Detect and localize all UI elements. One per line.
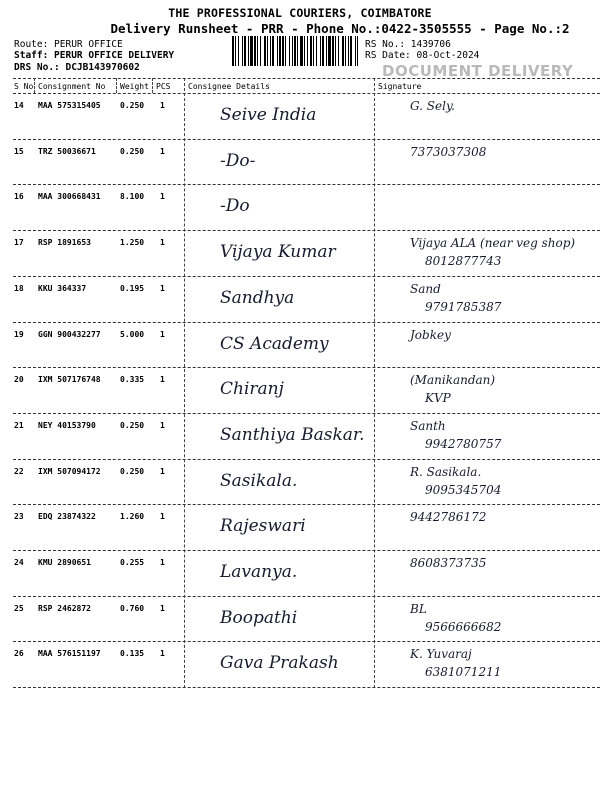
col-header-weight: Weight (120, 82, 149, 91)
row-consignee-name: Sasikala. (220, 470, 298, 491)
row-consignment-no: RSP 2462872 (38, 603, 91, 613)
row-signature: R. Sasikala. (410, 464, 482, 479)
col-divider (116, 78, 117, 93)
row-signature-phone: 6381071211 (425, 665, 502, 680)
row-divider (13, 413, 600, 414)
barcode-bar (310, 36, 312, 66)
barcode-bar (307, 36, 308, 66)
row-signature: 8608373735 (410, 556, 487, 570)
row-pcs: 1 (160, 238, 165, 248)
route-label: Route: PERUR OFFICE (14, 39, 123, 50)
row-sno: 16 (14, 192, 24, 202)
col-divider (34, 78, 35, 93)
row-weight: 0.135 (120, 649, 145, 659)
row-signature-phone: KVP (425, 391, 451, 406)
row-consignee-name: -Do- (220, 150, 256, 171)
row-signature: 7373037308 (410, 144, 487, 159)
row-sno: 20 (14, 375, 24, 385)
row-consignment-no: TRZ 50036671 (38, 146, 96, 156)
col-header-pcs: PCS (156, 82, 171, 91)
row-consignee-name: Rajeswari (220, 516, 306, 537)
row-divider (13, 504, 600, 505)
row-divider (13, 322, 600, 323)
barcode-bar (235, 36, 236, 66)
barcode-bar (297, 36, 298, 66)
row-consignee-name: -Do (220, 196, 250, 217)
barcode-bar (267, 36, 268, 66)
row-signature: Sand (410, 281, 441, 296)
barcode-bar (270, 36, 271, 66)
row-signature: Jobkey (410, 327, 451, 342)
row-pcs: 1 (160, 558, 165, 567)
row-consignment-no: MAA 575315405 (38, 101, 101, 110)
row-divider (13, 230, 600, 231)
company-title: THE PROFESSIONAL COURIERS, COIMBATORE (168, 6, 432, 20)
barcode-bar (250, 36, 253, 66)
barcode-bar (322, 36, 324, 66)
row-signature-phone: 8012877743 (425, 254, 502, 269)
row-consignee-name: Chiranj (220, 379, 284, 400)
staff-label: Staff: PERUR OFFICE DELIVERY (14, 50, 175, 61)
col-header-consignee: Consignee Details (188, 82, 270, 91)
barcode-bar (357, 36, 358, 66)
barcode-bar (289, 36, 290, 66)
row-consignee-name: Seive India (220, 105, 317, 125)
barcode-bar (238, 36, 239, 66)
row-sno: 25 (14, 603, 24, 613)
row-consignment-no: EDQ 23874322 (38, 512, 96, 522)
row-divider (13, 641, 600, 642)
row-signature-phone: 9566666682 (425, 619, 502, 634)
barcode-bar (292, 36, 293, 66)
rs-number: RS No.: 1439706 (365, 39, 451, 50)
row-pcs: 1 (160, 603, 165, 613)
row-sno: 19 (14, 329, 24, 339)
barcode-bar (316, 36, 317, 66)
barcode-bar (285, 36, 286, 66)
col-header-sno: S No (14, 82, 34, 91)
row-sno: 17 (14, 238, 24, 248)
barcode-bar (242, 36, 243, 66)
barcode-bar (254, 36, 256, 66)
row-divider (13, 139, 600, 140)
row-sno: 15 (14, 146, 24, 156)
row-sno: 21 (14, 420, 24, 430)
barcode-bar (335, 36, 336, 66)
row-sno: 23 (14, 512, 24, 522)
barcode-bar (244, 36, 246, 66)
row-divider (13, 550, 600, 551)
barcode-bar (232, 36, 234, 66)
row-weight: 0.250 (120, 420, 145, 430)
row-signature-phone: 9942780757 (425, 436, 502, 451)
col-divider (152, 78, 153, 93)
barcode-bar (304, 36, 305, 66)
row-signature: 9442786172 (410, 510, 487, 525)
barcode-bar (326, 36, 327, 66)
row-weight: 0.250 (120, 101, 145, 110)
row-pcs: 1 (160, 329, 165, 339)
barcode (232, 36, 358, 66)
barcode-bar (342, 36, 344, 66)
row-sno: 26 (14, 649, 24, 659)
row-consignee-name: Lavanya. (220, 562, 298, 582)
row-divider (13, 459, 600, 460)
row-sno: 22 (14, 466, 24, 476)
barcode-bar (260, 36, 261, 66)
row-consignment-no: RSP 1891653 (38, 238, 91, 248)
barcode-bar (264, 36, 266, 66)
barcode-bar (332, 36, 334, 66)
row-signature: Santh (410, 418, 446, 433)
row-consignee-name: Boopathi (220, 607, 298, 628)
barcode-bar (328, 36, 331, 66)
row-sno: 14 (14, 101, 24, 110)
row-pcs: 1 (160, 192, 165, 202)
barcode-bar (348, 36, 349, 66)
row-pcs: 1 (160, 466, 165, 476)
rs-date: RS Date: 08-Oct-2024 (365, 50, 480, 61)
row-consignment-no: KKU 364337 (38, 283, 87, 293)
row-signature: BL (410, 601, 427, 616)
barcode-bar (282, 36, 284, 66)
row-consignment-no: MAA 576151197 (38, 649, 101, 659)
row-consignment-no: NEY 40153790 (38, 420, 96, 430)
row-consignment-no: MAA 300668431 (38, 192, 101, 202)
drs-number: DRS No.: DCJB143970602 (14, 62, 140, 73)
row-divider (13, 596, 600, 597)
row-consignee-name: CS Academy (220, 333, 329, 354)
row-weight: 0.250 (120, 146, 145, 156)
row-signature-phone: 9095345704 (425, 482, 502, 497)
row-consignee-name: Santhiya Baskar. (220, 424, 365, 445)
row-pcs: 1 (160, 375, 165, 385)
barcode-bar (338, 36, 339, 66)
row-signature: K. Yuvaraj (410, 647, 472, 662)
barcode-bar (277, 36, 278, 66)
barcode-bar (350, 36, 352, 66)
row-consignment-no: IXM 507094172 (38, 466, 101, 476)
row-consignee-name: Vijaya Kumar (220, 242, 336, 263)
row-divider (13, 184, 600, 185)
row-weight: 0.195 (120, 283, 145, 293)
barcode-bar (300, 36, 303, 66)
row-divider (13, 367, 600, 368)
barcode-bar (355, 36, 356, 66)
col-header-signature: Signature (378, 82, 422, 91)
row-divider (13, 687, 600, 688)
barcode-bar (294, 36, 296, 66)
row-consignee-name: Gava Prakash (220, 653, 339, 674)
row-pcs: 1 (160, 649, 165, 659)
row-signature: G. Sely. (410, 99, 455, 113)
runsheet-subtitle: Delivery Runsheet - PRR - Phone No.:0422-3505555 - Page No.:2 (110, 21, 570, 36)
row-weight: 0.760 (120, 603, 145, 613)
row-weight: 0.250 (120, 466, 145, 476)
row-weight: 8.100 (120, 192, 145, 202)
row-weight: 0.255 (120, 558, 145, 567)
header-bottom-rule (13, 93, 600, 94)
row-pcs: 1 (160, 146, 165, 156)
row-pcs: 1 (160, 420, 165, 430)
row-pcs: 1 (160, 512, 165, 522)
col-header-consignment: Consignment No (38, 82, 106, 91)
document-delivery-stamp: DOCUMENT DELIVERY (382, 62, 574, 80)
barcode-bar (272, 36, 274, 66)
row-consignment-no: IXM 507176748 (38, 375, 101, 385)
row-consignment-no: KMU 2890651 (38, 558, 91, 567)
row-weight: 1.250 (120, 238, 145, 248)
row-weight: 0.335 (120, 375, 145, 385)
table-top-rule (13, 78, 600, 79)
row-sno: 18 (14, 283, 24, 293)
row-signature: (Manikandan) (410, 373, 496, 388)
row-divider (13, 276, 600, 277)
row-signature-phone: 9791785387 (425, 299, 502, 314)
barcode-bar (320, 36, 321, 66)
row-sno: 24 (14, 558, 24, 567)
barcode-bar (248, 36, 249, 66)
row-consignment-no: GGN 900432277 (38, 329, 101, 339)
barcode-bar (345, 36, 346, 66)
row-pcs: 1 (160, 283, 165, 293)
barcode-bar (279, 36, 281, 66)
row-pcs: 1 (160, 101, 165, 110)
row-consignee-name: Sandhya (220, 287, 295, 308)
row-weight: 5.000 (120, 329, 145, 339)
barcode-bar (257, 36, 258, 66)
row-weight: 1.260 (120, 512, 145, 522)
barcode-bar (313, 36, 314, 66)
row-signature: Vijaya ALA (near veg shop) (410, 236, 576, 251)
